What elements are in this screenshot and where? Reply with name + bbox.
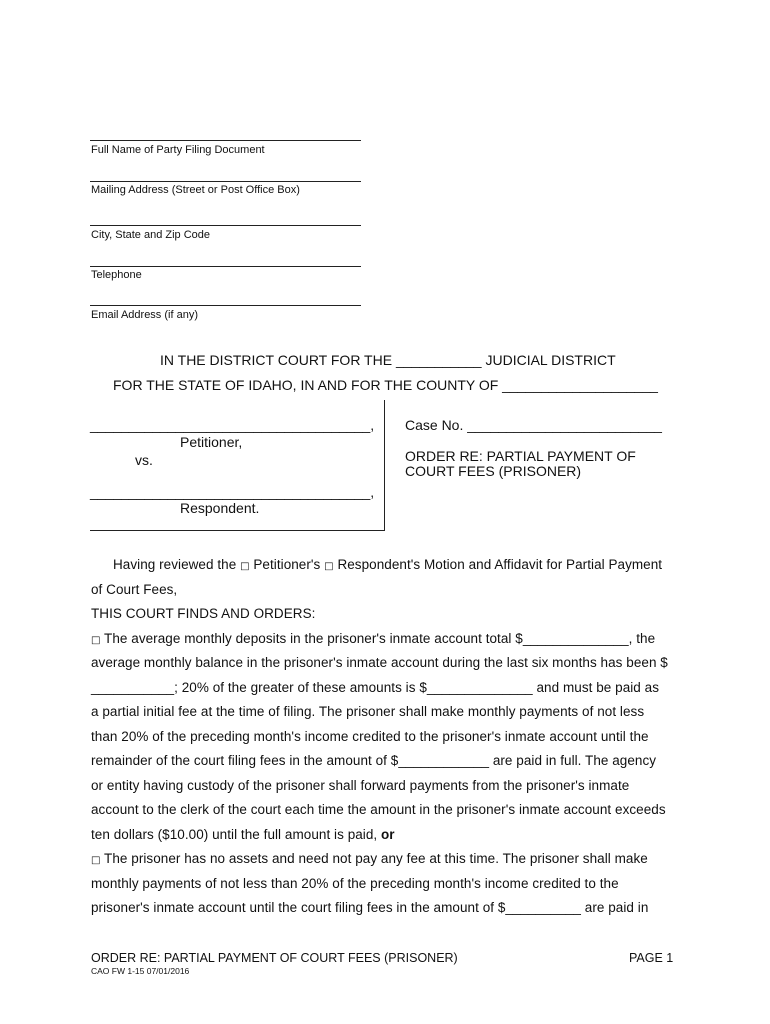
- option1-line4: a partial initial fee at the time of filing. The prisoner shall make monthly payments of not less: [91, 704, 645, 719]
- court-heading-line1: IN THE DISTRICT COURT FOR THE ___________ JUDICIAL DISTRICT: [160, 352, 616, 368]
- mailing-address-label: Mailing Address (Street or Post Office Box): [91, 184, 300, 196]
- intro-line1: [113, 557, 662, 572]
- option1-line3: ___________; 20% of the greater of these amounts is $______________ and must be paid as: [91, 680, 660, 695]
- option2-line2: monthly payments of not less than 20% of the preceding month's income credited to the: [91, 876, 619, 891]
- or-connector: or: [381, 827, 395, 842]
- email-label: Email Address (if any): [91, 309, 198, 321]
- city-state-zip-label: City, State and Zip Code: [91, 229, 211, 241]
- petitioner-option-label: Petitioner's: [249, 557, 325, 572]
- form-id: CAO FW 1-15 07/01/2016: [91, 966, 190, 976]
- option1-line9: [91, 827, 395, 842]
- full-name-label: Full Name of Party Filing Document: [91, 144, 265, 156]
- caption-divider: [384, 400, 385, 531]
- telephone-label: Telephone: [91, 269, 142, 281]
- court-heading-line2: FOR THE STATE OF IDAHO, IN AND FOR THE COUNTY OF ____________________: [113, 377, 658, 393]
- caption-bottom-rule: [90, 530, 384, 531]
- petitioner-label: Petitioner,: [180, 434, 243, 450]
- mailing-address-line[interactable]: [90, 181, 361, 182]
- respondent-label: Respondent.: [180, 500, 260, 516]
- intro-text: Having reviewed the: [113, 557, 241, 572]
- email-line[interactable]: [90, 305, 361, 306]
- option2-text: The prisoner has no assets and need not pay any fee at this time. The prisoner shall make: [100, 851, 648, 866]
- respondent-name-blank[interactable]: ____________________________________,: [90, 484, 375, 500]
- city-state-zip-line[interactable]: [90, 225, 361, 226]
- option1-line8: account to the clerk of the court each time the amount in the prisoner's inmate account exceeds: [91, 802, 666, 817]
- telephone-line[interactable]: [90, 266, 361, 267]
- checkbox-icon[interactable]: □: [324, 561, 334, 572]
- option1-text: The average monthly deposits in the prisoner's inmate account total $______________, the: [100, 631, 656, 646]
- option1-text-end: ten dollars ($10.00) until the full amount is paid,: [91, 827, 382, 842]
- respondent-option-label: Respondent's Motion and Affidavit for Partial Payment: [333, 557, 663, 572]
- case-number-field[interactable]: Case No. _________________________: [405, 417, 662, 433]
- option1-line6: remainder of the court filing fees in the amount of $____________ are paid in full. The agency: [91, 753, 657, 768]
- page-number: PAGE 1: [629, 951, 674, 965]
- intro-line2: of Court Fees,: [91, 582, 178, 597]
- checkbox-icon[interactable]: □: [240, 561, 250, 572]
- option1-line7: or entity having custody of the prisoner shall forward payments from the prisoner's inmate: [91, 778, 630, 793]
- footer-title: ORDER RE: PARTIAL PAYMENT OF COURT FEES (PRISONER): [91, 951, 458, 965]
- full-name-line[interactable]: [90, 140, 361, 141]
- order-title-line2: COURT FEES (PRISONER): [405, 463, 582, 479]
- option1-line5: than 20% of the preceding month's income credited to the prisoner's inmate account until the: [91, 729, 649, 744]
- checkbox-icon[interactable]: □: [91, 855, 101, 866]
- petitioner-name-blank[interactable]: ____________________________________,: [90, 417, 375, 433]
- versus-label: vs.: [135, 452, 153, 468]
- option2-line1: [91, 851, 648, 866]
- option1-line2: average monthly balance in the prisoner's inmate account during the last six months has been $: [91, 655, 668, 670]
- option1-line1: [91, 631, 655, 646]
- checkbox-icon[interactable]: □: [91, 635, 101, 646]
- findings-heading: THIS COURT FINDS AND ORDERS:: [91, 606, 316, 621]
- option2-line3: prisoner's inmate account until the court filing fees in the amount of $__________ are paid in: [91, 900, 649, 915]
- order-title-line1: ORDER RE: PARTIAL PAYMENT OF: [405, 448, 636, 464]
